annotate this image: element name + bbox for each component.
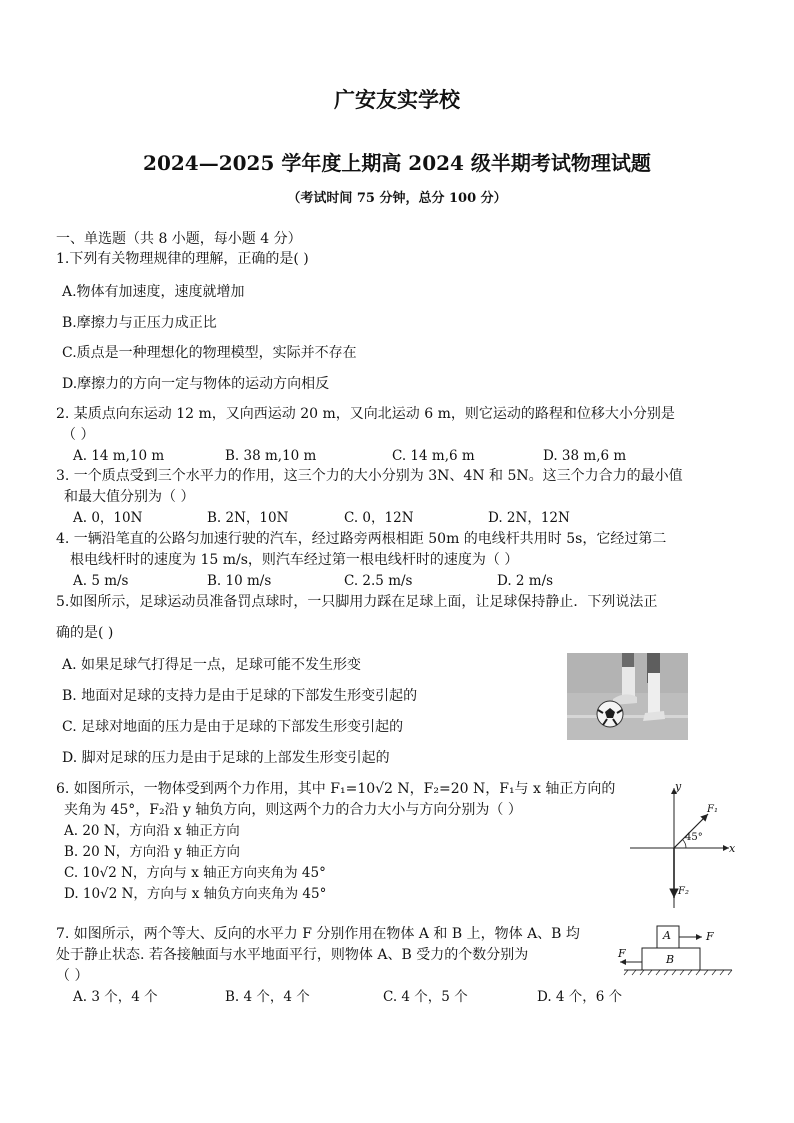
school-name: 广安友实学校 [334,87,460,112]
q7-stem-line3: （ ） [56,968,89,984]
q1-option-a: A.物体有加速度，速度就增加 [62,284,245,300]
q7-option-c: C. 4 个，5 个 [383,989,468,1005]
q5-option-d: D. 脚对足球的压力是由于足球的上部发生形变引起的 [62,750,390,766]
q2-option-a: A. 14 m,10 m [73,448,165,464]
q5-option-b: B. 地面对足球的支持力是由于足球的下部发生形变引起的 [62,688,418,704]
exam-subtitle: （考试时间 75 分钟，总分 100 分） [287,191,507,206]
exam-title: 2024—2025 学年度上期高 2024 级半期考试物理试题 [143,151,651,175]
q3-option-a: A. 0，10N [73,510,143,526]
q5-stem-line1: 5.如图所示，足球运动员准备罚点球时，一只脚用力踩在足球上面，让足球保持静止．下列说法正 [56,594,658,610]
q6-f1-label: F₁ [707,804,718,815]
q6-option-d: D. 10√2 N，方向与 x 轴负方向夹角为 45° [64,886,327,902]
q7-block-a-label: A [663,929,671,942]
q6-option-a: A. 20 N，方向沿 x 轴正方向 [64,823,240,839]
q5-option-c: C. 足球对地面的压力是由于足球的下部发生形变引起的 [62,719,404,735]
q3-stem-line1: 3. 一个质点受到三个水平力的作用，这三个力的大小分别为 3N、4N 和 5N。这三个力合力的最小值 [56,468,683,484]
q5-stem-line2: 确的是( ) [56,625,114,641]
q7-force-left-label: F [618,947,626,960]
q6-angle-label: 45° [685,832,703,843]
q7-stem-line2: 处于静止状态. 若各接触面与水平地面平行，则物体 A、B 受力的个数分别为 [56,947,529,963]
q7-option-a: A. 3 个，4 个 [73,989,158,1005]
q7-stem-line1: 7. 如图所示，两个等大、反向的水平力 F 分别作用在物体 A 和 B 上，物体 A、B 均 [56,926,580,942]
q7-blocks-diagram [614,922,736,978]
q3-option-c: C. 0，12N [344,510,414,526]
q2-stem-line2: （ ） [62,427,95,443]
q1-stem: 1.下列有关物理规律的理解，正确的是( ) [56,251,309,267]
q4-stem-line1: 4. 一辆沿笔直的公路匀加速行驶的汽车，经过路旁两根相距 50m 的电线杆共用时 5s，它经过第二 [56,531,667,547]
section-heading: 一、单选题（共 8 小题，每小题 4 分） [56,231,302,247]
q2-option-c: C. 14 m,6 m [392,448,475,464]
q1-option-b: B.摩擦力与正压力成正比 [62,315,217,331]
q4-stem-line2: 根电线杆时的速度为 15 m/s，则汽车经过第一根电线杆时的速度为（ ） [70,552,519,568]
q2-option-b: B. 38 m,10 m [225,448,317,464]
q6-x-axis-label: x [729,842,736,855]
q4-option-b: B. 10 m/s [207,573,272,589]
q6-f2-label: F₂ [678,886,689,897]
q7-option-d: D. 4 个，6 个 [537,989,623,1005]
q6-stem-line1: 6. 如图所示，一物体受到两个力作用，其中 F₁=10√2 N，F₂=20 N，F₁与 x 轴正方向的 [56,781,616,797]
q3-option-d: D. 2N，12N [488,510,570,526]
q6-stem-line2: 夹角为 45°，F₂沿 y 轴负方向，则这两个力的合力大小与方向分别为（ ） [64,802,522,818]
q4-option-d: D. 2 m/s [497,573,554,589]
q6-y-axis-label: y [675,780,682,793]
q1-option-d: D.摩擦力的方向一定与物体的运动方向相反 [62,376,330,392]
q2-option-d: D. 38 m,6 m [543,448,627,464]
q2-stem-line1: 2. 某质点向东运动 12 m，又向西运动 20 m，又向北运动 6 m，则它运动的路程和位移大小分别是 [56,406,675,422]
q7-force-right-label: F [706,930,714,943]
q7-option-b: B. 4 个，4 个 [225,989,310,1005]
q4-option-a: A. 5 m/s [73,573,129,589]
q1-option-c: C.质点是一种理想化的物理模型，实际并不存在 [62,345,357,361]
q6-force-diagram [625,780,745,910]
q7-block-b-label: B [666,953,675,966]
q4-option-c: C. 2.5 m/s [344,573,413,589]
q6-option-c: C. 10√2 N，方向与 x 轴正方向夹角为 45° [64,865,326,881]
q3-stem-line2: 和最大值分别为（ ） [64,489,195,505]
soccer-photo [567,653,688,740]
q6-option-b: B. 20 N，方向沿 y 轴正方向 [64,844,240,860]
q3-option-b: B. 2N，10N [207,510,289,526]
q5-option-a: A. 如果足球气打得足一点，足球可能不发生形变 [62,657,362,673]
